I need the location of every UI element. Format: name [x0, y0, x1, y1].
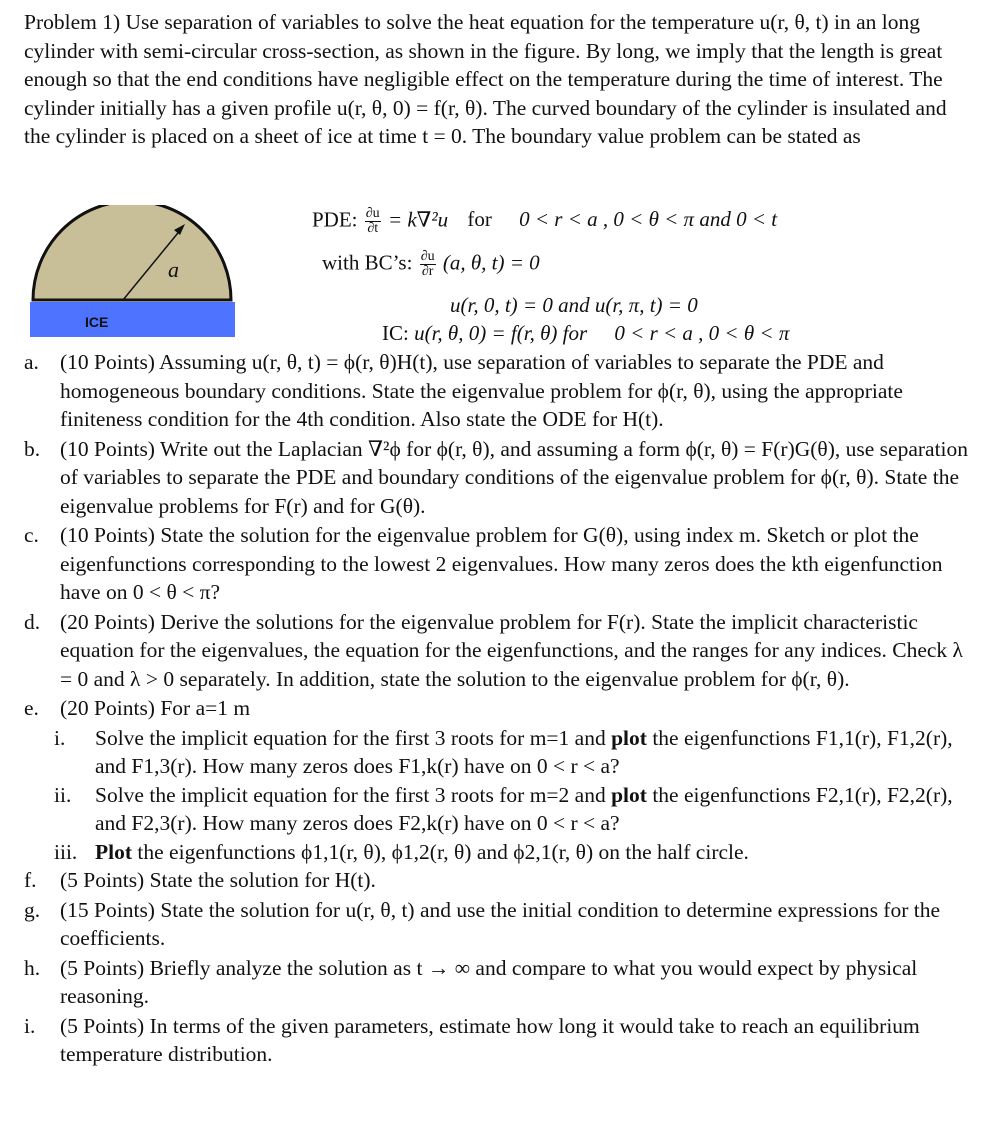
parts-list: [24, 348, 974, 1070]
semicircle-shape: [33, 205, 231, 300]
part-f: f. (5 Points) State the solution for H(t).: [24, 868, 376, 892]
part-b: b. (10 Points) Write out the Laplacian ∇²ϕ for ϕ(r, θ), and assuming a form ϕ(r, θ) = F(r)G(θ), use separation of variables to separate the PDE and boundary conditions of the eigenvalue problem for ϕ(r, θ). State the eigenvalue problems for F(r) and for G(θ).: [24, 436, 969, 518]
part-e-i: i. Solve the implicit equation for the first 3 roots for m=1 and plot the eigenfunctions F1,1(r), F1,2(r), and F1,3(r). How many zeros does F1,k(r) have on 0 < r < a?: [54, 725, 953, 778]
pde-for: for: [467, 207, 492, 232]
bc-derivative: $\frac{\partial u}{\partial r}$: [420, 249, 435, 279]
ic-domain: 0 < r < a , 0 < θ < π: [614, 321, 790, 345]
ice-label: ICE: [85, 314, 109, 330]
pde-rhs: = k∇²u: [387, 207, 449, 232]
semicircle-figure: [30, 205, 235, 340]
ic-equation: u(r, θ, 0) = f(r, θ) for: [414, 321, 588, 345]
part-e-iii: iii. Plot the eigenfunctions ϕ1,1(r, θ), ϕ1,2(r, θ) and ϕ2,1(r, θ) on the half circle.: [54, 839, 749, 864]
ic-line: [382, 321, 789, 346]
pde-domain: 0 < r < a , 0 < θ < π and 0 < t: [519, 207, 778, 232]
part-e: e. (20 Points) For a=1 m: [24, 696, 251, 720]
pde-derivative: $\frac{\partial u}{\partial t}$: [365, 206, 380, 236]
ic-label: IC:: [382, 321, 409, 345]
part-g: g. (15 Points) State the solution for u(r, θ, t) and use the initial condition to determine expressions for the coefficients.: [24, 897, 941, 950]
part-c: c. (10 Points) State the solution for the eigenvalue problem for G(θ), using index m. Sketch or plot the eigenfunctions corresponding to the lowest 2 eigenvalues. How many zeros does the kth eigenfunction have on 0 < θ < π?: [24, 523, 943, 604]
problem-intro: Problem 1) Use separation of variables to solve the heat equation for the temperature u(r, θ, t) in an long cylinder with semi-circular cross-section, as shown in the figure. By long, we imply that the length is great enough so that the end conditions have negligible effect on the temperature during the time of interest. The cylinder initially has a given profile u(r, θ, 0) = f(r, θ). The curved boundary of the cylinder is insulated and the cylinder is placed on a sheet of ice at time t = 0. The boundary value problem can be stated as: [24, 10, 947, 148]
bc-line-1: [322, 250, 540, 279]
bc-line-2: u(r, 0, t) = 0 and u(r, π, t) = 0: [450, 293, 698, 317]
part-a: a. (10 Points) Assuming u(r, θ, t) = ϕ(r, θ)H(t), use separation of variables to separate the PDE and homogeneous boundary conditions. State the eigenvalue problem for ϕ(r, θ), using the appropriate finiteness condition for the 4th condition. Also state the ODE for H(t).: [24, 350, 903, 431]
part-d: d. (20 Points) Derive the solutions for the eigenvalue problem for F(r). State the implicit characteristic equation for the eigenvalues, the equation for the eigenfunctions, and the ranges for any indices. Check λ = 0 and λ > 0 separately. In addition, state the solution to the eigenvalue problem for ϕ(r, θ).: [24, 609, 963, 691]
bc1-rhs: (a, θ, t) = 0: [442, 250, 540, 275]
part-h: h. (5 Points) Briefly analyze the solution as t → ∞ and compare to what you would expect by physical reasoning.: [24, 955, 918, 1008]
ice-sheet: [30, 302, 235, 337]
bc-label: with BC’s:: [322, 250, 413, 275]
pde-line: [312, 207, 777, 236]
part-i: i. (5 Points) In terms of the given parameters, estimate how long it would take to reach an equilibrium temperature distribution.: [24, 1013, 920, 1066]
radius-label: a: [168, 257, 179, 282]
semicircle-diagram: [30, 205, 235, 340]
pde-label: PDE:: [312, 207, 358, 232]
part-e-ii: ii. Solve the implicit equation for the first 3 roots for m=2 and plot the eigenfunctions F2,1(r), F2,2(r), and F2,3(r). How many zeros does F2,k(r) have on 0 < r < a?: [54, 782, 953, 835]
